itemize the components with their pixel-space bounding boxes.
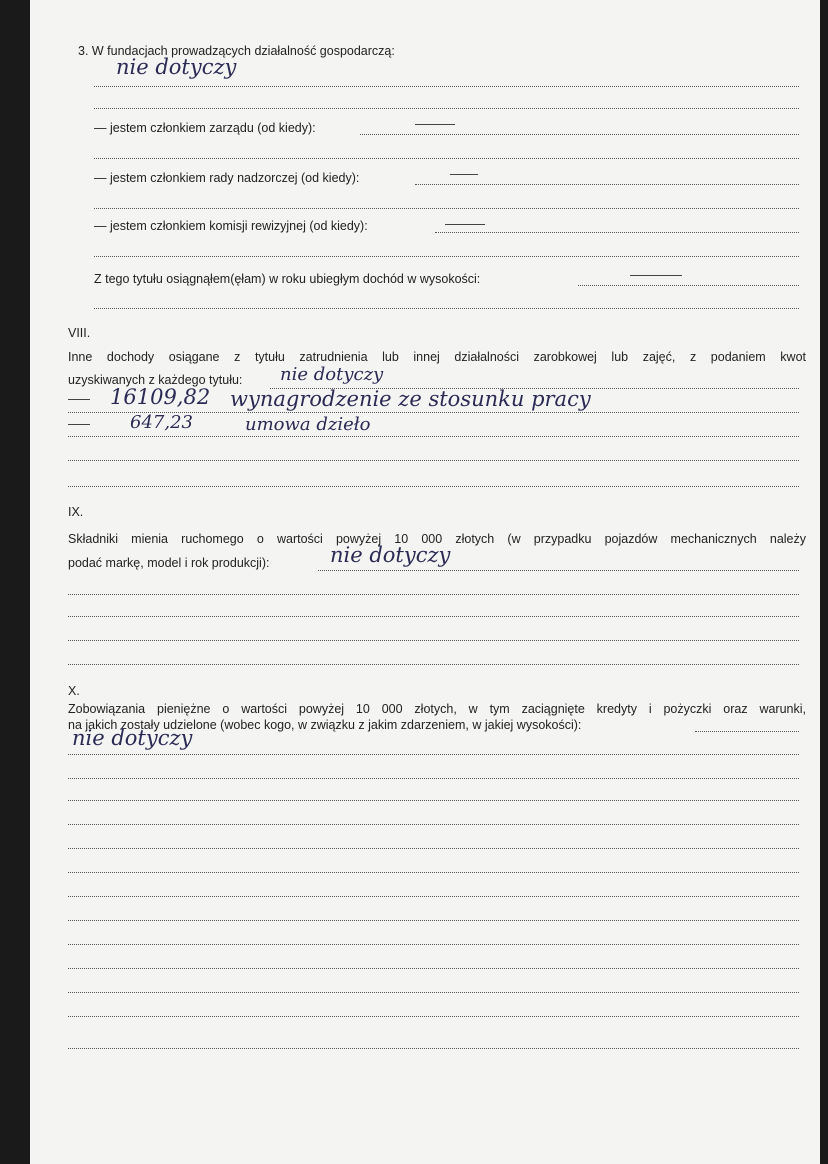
handwritten-dash: [415, 124, 455, 125]
section-viii-text-line1: Inne dochody osiągane z tytułu zatrudnienia lub innej działalności zarobkowej lub zajęć, z podaniem kwot: [68, 350, 806, 364]
dotted-line: [94, 158, 799, 159]
entry2-description-handwritten: umowa dzieło: [245, 414, 371, 435]
dotted-line: [578, 285, 799, 286]
section-x-text-line1: Zobowiązania pieniężne o wartości powyżej 10 000 złotych, w tym zaciągnięte kredyty i pożyczki oraz warunki,: [68, 702, 806, 716]
supervisory-board-label: — jestem członkiem rady nadzorczej (od kiedy):: [94, 171, 360, 185]
dotted-line: [68, 778, 799, 779]
dotted-line: [68, 486, 799, 487]
dotted-line: [68, 872, 799, 873]
section-ix-answer-handwritten: nie dotyczy: [330, 543, 451, 567]
dotted-line: [68, 640, 799, 641]
entry2-amount-handwritten: 647,23: [130, 412, 193, 433]
section-ix-numeral: IX.: [68, 505, 84, 519]
section-viii-text-line2: uzyskiwanych z każdego tytułu:: [68, 373, 243, 387]
dotted-line: [68, 754, 799, 755]
dotted-line: [68, 1016, 799, 1017]
audit-committee-label: — jestem członkiem komisji rewizyjnej (od kiedy):: [94, 219, 368, 233]
dotted-line: [68, 616, 799, 617]
dotted-line: [68, 968, 799, 969]
dotted-line: [94, 86, 799, 87]
dotted-line: [68, 824, 799, 825]
foundations-heading: 3. W fundacjach prowadzących działalność gospodarczą:: [78, 44, 395, 58]
dotted-line: [68, 992, 799, 993]
dotted-line: [94, 108, 799, 109]
section-viii-answer-handwritten: nie dotyczy: [280, 364, 384, 385]
handwritten-dash: [445, 224, 485, 225]
section-ix-text-line1: Składniki mienia ruchomego o wartości powyżej 10 000 złotych (w przypadku pojazdów mechanicznych należy: [68, 532, 806, 546]
section-x-answer-handwritten: nie dotyczy: [72, 726, 193, 750]
income-label: Z tego tytułu osiągnąłem(ęłam) w roku ubiegłym dochód w wysokości:: [94, 272, 481, 286]
dotted-line: [68, 594, 799, 595]
dotted-line: [94, 208, 799, 209]
dotted-line: [318, 570, 799, 571]
handwritten-dash: [630, 275, 682, 276]
entry1-amount-handwritten: 16109,82: [110, 385, 211, 409]
section-x-text-line2: na jakich zostały udzielone (wobec kogo, w związku z jakim zdarzeniem, w jakiej wysokości):: [68, 718, 582, 732]
dotted-line: [68, 800, 799, 801]
dotted-line: [68, 896, 799, 897]
dotted-line: [415, 184, 799, 185]
dotted-line: [68, 1048, 799, 1049]
handwritten-dash: [68, 399, 90, 400]
form-page: [30, 0, 820, 1164]
dotted-line: [695, 731, 799, 732]
dotted-line: [68, 944, 799, 945]
section-viii-numeral: VIII.: [68, 326, 91, 340]
entry1-description-handwritten: wynagrodzenie ze stosunku pracy: [230, 387, 591, 411]
dotted-line: [68, 460, 799, 461]
dotted-line: [435, 232, 799, 233]
board-member-label: — jestem członkiem zarządu (od kiedy):: [94, 121, 316, 135]
dotted-line: [94, 308, 799, 309]
handwritten-dash: [450, 174, 478, 175]
foundations-answer-handwritten: nie dotyczy: [116, 55, 237, 79]
handwritten-dash: [68, 424, 90, 425]
dotted-line: [68, 848, 799, 849]
section-ix-text-line2: podać markę, model i rok produkcji):: [68, 556, 270, 570]
dotted-line: [68, 920, 799, 921]
section-x-numeral: X.: [68, 684, 80, 698]
dotted-line: [360, 134, 799, 135]
dotted-line: [68, 436, 799, 437]
dotted-line: [94, 256, 799, 257]
dotted-line: [68, 664, 799, 665]
